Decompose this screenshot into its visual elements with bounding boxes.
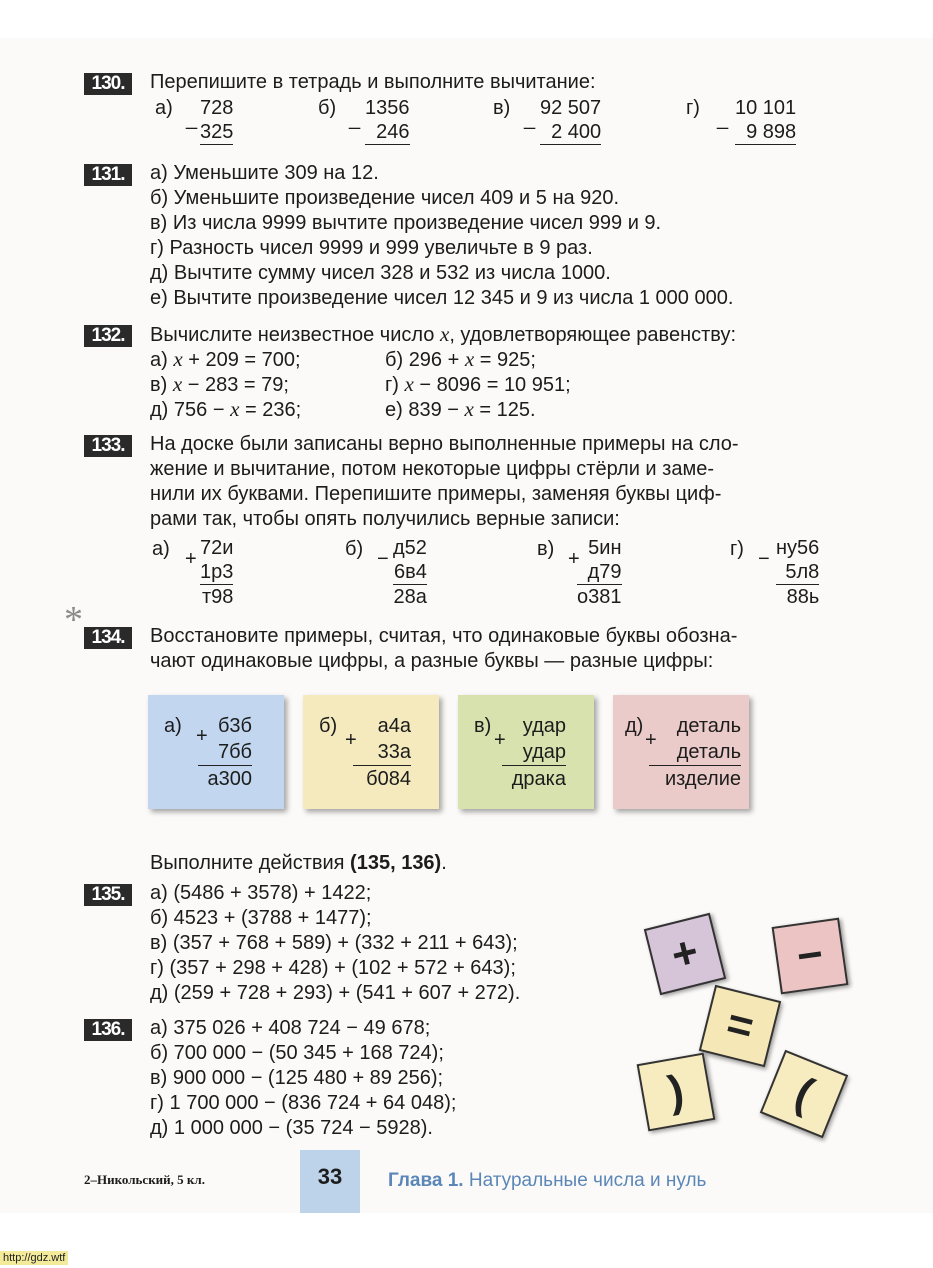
eq-part: = 236; — [239, 399, 302, 421]
variable-x: x — [464, 347, 475, 371]
task-line: чают одинаковые цифры, а разные буквы — разные цифры: — [150, 650, 714, 672]
minus-sign: − — [758, 548, 770, 570]
item-label: б) — [345, 538, 364, 560]
eq-part: = 925; — [474, 349, 536, 371]
task-line: жение и вычитание, потом некоторые цифры стёрли и заме- — [150, 458, 714, 480]
subtrahend: 2 400 — [540, 120, 601, 145]
column-example — [577, 536, 622, 609]
column-subtraction — [200, 96, 233, 145]
task-line: е) Вычтите произведение чисел 12 345 и 9 из числа 1 000 000. — [150, 287, 734, 309]
task-line: а) 375 026 + 408 724 − 49 678; — [150, 1017, 431, 1039]
task-line: Восстановите примеры, считая, что одинаковые буквы обозна- — [150, 625, 738, 647]
card-label: д) — [625, 715, 644, 737]
intro-text: Выполните действия — [150, 852, 351, 874]
task-lines — [150, 624, 737, 674]
star-icon: * — [64, 599, 83, 641]
page-number: 33 — [300, 1150, 360, 1213]
chapter-number: Глава 1. — [388, 1170, 464, 1191]
card-example — [198, 713, 252, 792]
item-label: в) — [150, 374, 168, 396]
minus-sign: _ — [349, 108, 361, 130]
subtrahend: 9 898 — [735, 120, 796, 145]
column-subtraction — [735, 96, 796, 145]
row: 5л8 — [776, 560, 819, 585]
task-line: в) 900 000 − (125 480 + 89 256); — [150, 1067, 444, 1089]
task-line: а) (5486 + 3578) + 1422; — [150, 882, 372, 904]
equation — [385, 347, 536, 373]
variable-x: x — [230, 397, 240, 421]
minus-sign: − — [377, 548, 389, 570]
task-number: 134. — [84, 627, 132, 649]
card-example — [353, 713, 411, 792]
puzzle-card-v — [458, 695, 594, 809]
row: 1р3 — [200, 561, 234, 583]
task-line: в) Из числа 9999 вычтите произведение чисел 999 и 9. — [150, 212, 662, 234]
variable-x: x — [172, 372, 183, 396]
task-line: г) (357 + 298 + 428) + (102 + 572 + 643); — [150, 957, 516, 979]
row: 28а — [393, 586, 427, 608]
minuend: 10 101 — [735, 97, 797, 119]
card-label: б) — [319, 715, 338, 737]
column-example — [393, 536, 427, 609]
task-line: рами так, чтобы опять получились верные записи: — [150, 508, 620, 530]
minuend: 92 507 — [540, 97, 602, 119]
task-lines — [150, 432, 739, 532]
card-example — [649, 713, 741, 792]
variable-x: x — [173, 347, 183, 371]
eq-part: − 283 = 79; — [182, 374, 289, 396]
eq-part: 296 + — [408, 349, 465, 371]
column-example — [776, 536, 819, 609]
plus-sign: + — [185, 548, 197, 570]
row: 7бб — [198, 739, 252, 766]
eq-part: + 209 = 700; — [182, 349, 301, 371]
task-lines — [150, 161, 733, 311]
task-lines — [150, 1016, 456, 1141]
task-text-part: , удовлетворяющее равенству: — [449, 324, 737, 346]
item-label: д) — [150, 399, 169, 421]
item-label: г) — [385, 374, 399, 396]
minus-sign: _ — [524, 108, 536, 130]
item-label: в) — [537, 538, 555, 560]
intro-bold: (135, 136) — [350, 852, 442, 874]
item-label: б) — [385, 349, 404, 371]
row: удар — [502, 739, 566, 766]
eq-part: = 125. — [473, 399, 536, 421]
row: изделие — [665, 768, 741, 790]
task-number: 132. — [84, 325, 132, 347]
book-reference: 2–Никольский, 5 кл. — [84, 1172, 205, 1187]
equation — [150, 347, 301, 373]
row: т98 — [202, 586, 234, 608]
task-line: в) (357 + 768 + 589) + (332 + 211 + 643); — [150, 932, 518, 954]
row: 5ин — [588, 537, 622, 559]
plus-sign: + — [345, 729, 357, 751]
task-line: б) 700 000 − (50 345 + 168 724); — [150, 1042, 444, 1064]
row: 88ь — [786, 586, 820, 608]
task-line: б) Уменьшите произведение чисел 409 и 5 на 920. — [150, 187, 620, 209]
task-number: 135. — [84, 884, 132, 906]
plus-sign: + — [196, 725, 208, 747]
task-line: а) Уменьшите 309 на 12. — [150, 162, 379, 184]
task-text — [150, 322, 736, 348]
variable-x: x — [439, 322, 450, 346]
task-line: б) 4523 + (3788 + 1477); — [150, 907, 372, 929]
minuend: 1356 — [365, 97, 410, 119]
equation — [150, 372, 289, 398]
task-line: д) 1 000 000 − (35 724 − 5928). — [150, 1117, 433, 1139]
left-paren-tile-icon: ( — [760, 1050, 849, 1139]
task-line: г) 1 700 000 − (836 724 + 64 048); — [150, 1092, 457, 1114]
item-label: а) — [155, 97, 173, 119]
equals-tile-icon: = — [699, 985, 781, 1067]
row: б3б — [217, 715, 252, 737]
card-example — [502, 713, 566, 792]
plus-tile-icon: + — [644, 913, 726, 995]
item-label: в) — [493, 97, 511, 119]
row: ну56 — [776, 537, 820, 559]
eq-part: 756 − — [173, 399, 231, 421]
right-paren-tile-icon: ) — [637, 1053, 716, 1132]
task-number: 131. — [84, 164, 132, 186]
row: д52 — [393, 537, 427, 559]
row: д79 — [577, 560, 622, 585]
task-number: 130. — [84, 73, 132, 95]
intro-end: . — [441, 852, 447, 874]
row: 72и — [200, 537, 234, 559]
row: деталь — [649, 739, 741, 766]
chapter-name: Натуральные числа и нуль — [463, 1170, 707, 1191]
row: 6в4 — [394, 561, 427, 583]
task-text-part: Вычислите неизвестное число — [150, 324, 435, 346]
task-line: д) Вычтите сумму чисел 328 и 532 из числа 1000. — [150, 262, 611, 284]
row: а4а — [377, 715, 411, 737]
card-label: а) — [164, 715, 182, 737]
chapter-title — [388, 1170, 706, 1192]
row: б084 — [366, 768, 411, 790]
plus-sign: + — [568, 548, 580, 570]
subtrahend: 325 — [200, 121, 234, 143]
puzzle-card-d — [613, 695, 749, 809]
subtrahend: 246 — [365, 120, 410, 145]
minuend: 728 — [200, 97, 234, 119]
task-lines — [150, 881, 520, 1006]
row: а300 — [207, 768, 252, 790]
column-subtraction — [365, 96, 410, 145]
item-label: е) — [385, 399, 403, 421]
puzzle-card-b — [303, 695, 439, 809]
task-text: Перепишите в тетрадь и выполните вычитание: — [150, 71, 596, 93]
puzzle-card-a — [148, 695, 284, 809]
equation — [385, 397, 536, 423]
plus-sign: + — [494, 729, 506, 751]
column-example — [200, 536, 233, 609]
task-line: На доске были записаны верно выполненные примеры на сло- — [150, 433, 739, 455]
item-label: а) — [152, 538, 170, 560]
task-line: д) (259 + 728 + 293) + (541 + 607 + 272). — [150, 982, 521, 1004]
item-label: б) — [318, 97, 337, 119]
row: 33а — [353, 739, 411, 766]
row: драка — [511, 768, 566, 790]
card-label: в) — [474, 715, 492, 737]
item-label: а) — [150, 349, 168, 371]
item-label: г) — [686, 97, 700, 119]
plus-sign: + — [645, 729, 657, 751]
row: о381 — [577, 586, 622, 608]
item-label: г) — [730, 538, 744, 560]
eq-part: 839 − — [408, 399, 465, 421]
watermark-link[interactable]: http://gdz.wtf — [0, 1251, 68, 1265]
task-number: 133. — [84, 435, 132, 457]
row: деталь — [676, 715, 741, 737]
task-line: г) Разность чисел 9999 и 999 увеличьте в 9 раз. — [150, 237, 593, 259]
task-line: нили их буквами. Перепишите примеры, заменяя буквы циф- — [150, 483, 722, 505]
column-subtraction — [540, 96, 601, 145]
equation — [150, 397, 301, 423]
row: удар — [522, 715, 566, 737]
minus-sign: _ — [186, 108, 198, 130]
variable-x: x — [464, 397, 474, 421]
task-number: 136. — [84, 1019, 132, 1041]
section-intro — [150, 851, 447, 876]
minus-sign: _ — [717, 108, 729, 130]
variable-x: x — [404, 372, 414, 396]
equation — [385, 372, 571, 398]
minus-tile-icon: − — [772, 918, 849, 995]
eq-part: − 8096 = 10 951; — [413, 374, 571, 396]
